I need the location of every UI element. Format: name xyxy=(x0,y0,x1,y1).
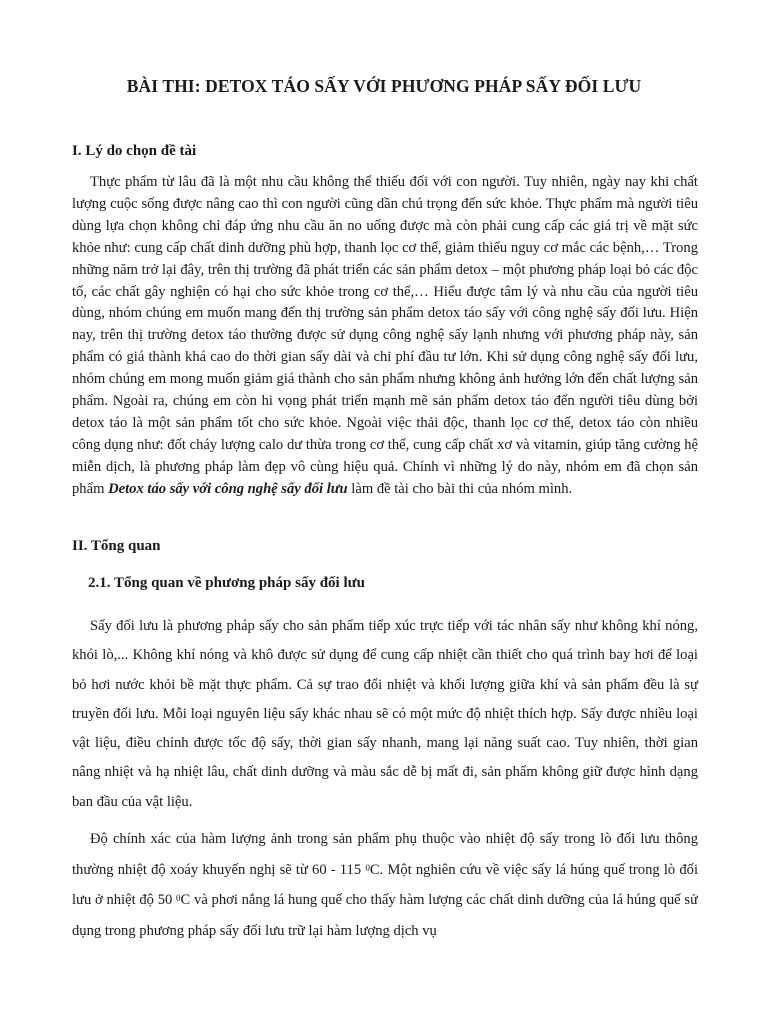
paragraph-convection-2 xyxy=(72,824,698,952)
paragraph-convection-2-part-a: Độ chính xác của hàm lượng ảnh trong sản phẩm phụ thuộc vào nhiệt độ sấy trong lò đối lưu thông thường nhiệt độ xoáy khuyến nghị sẽ từ 60 - 115 xyxy=(72,831,698,878)
paragraph-reason-emphasis: Detox táo sấy với công nghệ sấy đối lưu xyxy=(108,480,348,497)
degree-superscript: 0 xyxy=(365,862,370,873)
paragraph-convection-2-part-b: C. Một nghiên cứu về việc sấy lá húng quế trong lò đối lưu ở nhiệt độ 50 xyxy=(72,861,698,908)
paragraph-reason-end: làm đề tài cho bài thi của nhóm mình. xyxy=(351,480,573,497)
degree-superscript: 0 xyxy=(176,893,181,903)
paragraph-convection-1: Sấy đối lưu là phương pháp sấy cho sản phẩm tiếp xúc trực tiếp với tác nhân sấy như không khí nóng, khói lò,... Không khí nóng và khô được sử dụng để cung cấp nhiệt cần thiết cho quá trình bay hơi để loại bỏ hơi nước khỏi bề mặt thực phẩm. Cả sự trao đổi nhiệt và khối lượng giữa khí và sản phẩm đều là sự truyền đối lưu. Mỗi loại nguyên liệu sấy khác nhau sẽ có một mức độ nhiệt thích hợp. Sấy được nhiều loại vật liệu, điều chỉnh được tốc độ sấy, thời gian sấy nhanh, mang lại năng suất cao. Tuy nhiên, thời gian nâng nhiệt và hạ nhiệt lâu, chất dinh dưỡng và màu sắc dễ bị mất đi, sản phẩm không giữ được hình dạng ban đầu của vật liệu. xyxy=(72,618,698,810)
section-heading-overview: II. Tổng quan xyxy=(72,538,161,554)
section-heading-reason: I. Lý do chọn đề tài xyxy=(72,143,197,159)
paragraph-reason-text: Thực phẩm từ lâu đã là một nhu cầu không thể thiếu đối với con người. Tuy nhiên, ngày nay khi chất lượng cuộc sống được nâng cao thì con người cũng dần chú trọng đến sức khỏe. Thực phẩm mà người tiêu dùng lựa chọn không chỉ đáp ứng nhu cầu ăn no uống được mà còn phải cung cấp các giá trị về mặt sức khỏe như: cung cấp chất dinh dưỡng phù hợp, thanh lọc cơ thể, giảm thiểu nguy cơ mắc các bệnh,… Trong những năm trở lại đây, trên thị trường đã phát triển các sản phẩm detox – một phương pháp loại bỏ các độc tố, các chất gây nghiện có hại cho sức khỏe trong cơ thể,… Hiểu được tâm lý và nhu cầu của người tiêu dùng, nhóm chúng em muốn mang đến thị trường sản phẩm detox táo sấy với công nghệ sấy đối lưu. Hiện nay, trên thị trường detox táo thường được sử dụng công nghệ sấy lạnh nhưng với phương pháp này, sản phẩm có giá thành khá cao do thời gian sấy dài và chi phí đầu tư lớn. Khi sử dụng công nghệ sấy đối lưu, nhóm chúng em mong muốn giảm giá thành cho sản phẩm nhưng không ảnh hưởng lớn đến chất lượng sản phẩm. Ngoài ra, chúng em còn hi vọng phát triển mạnh mẽ sản phẩm detox táo đến người tiêu dùng bởi detox táo là một sản phẩm tốt cho sức khỏe. Ngoài việc thải độc, thanh lọc cơ thể, detox táo còn nhiều công dụng như: đốt cháy lượng calo dư thừa trong cơ thể, cung cấp chất xơ và vitamin, giúp tăng cường hệ miễn dịch, là phương pháp làm đẹp vô cùng hiệu quả. Chính vì những lý do này, nhóm em đã chọn sản phẩm xyxy=(72,174,698,497)
document-title: BÀI THI: DETOX TÁO SẤY VỚI PHƯƠNG PHÁP SẤY ĐỐI LƯU xyxy=(126,76,642,96)
subsection-heading-convection: 2.1. Tổng quan về phương pháp sấy đối lưu xyxy=(88,575,365,591)
paragraph-reason xyxy=(72,172,698,501)
paragraph-convection-2-part-c: C và phơi nắng lá hung quế cho thấy hàm lượng các chất dinh dưỡng của lá húng quế sử dụng trong phương pháp sấy đối lưu trữ lại hàm lượng dịch vụ xyxy=(72,892,698,939)
